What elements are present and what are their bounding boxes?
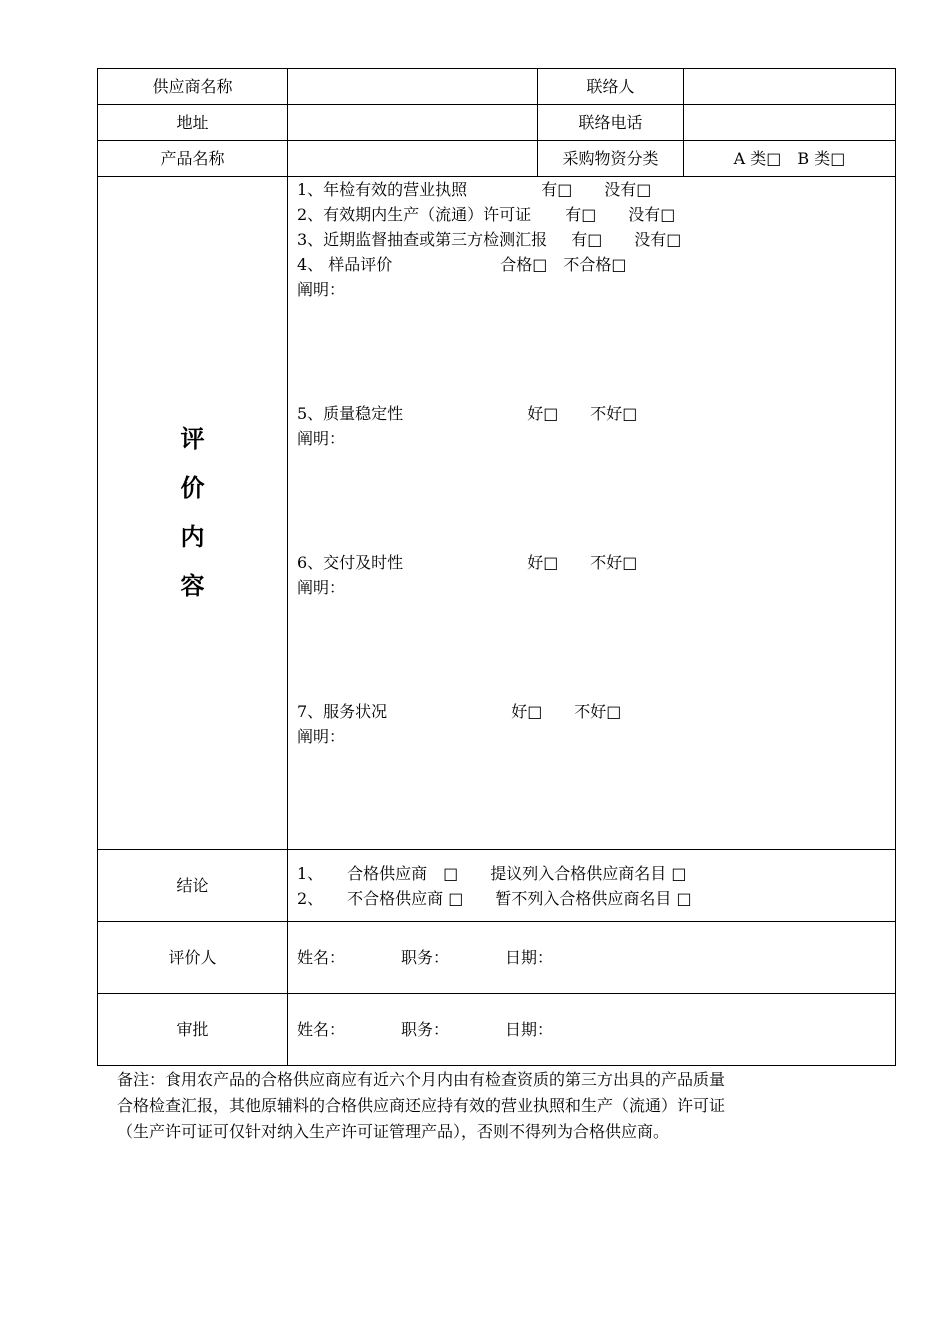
evaluation-item-3: 3、近期监督抽查或第三方检测汇报 有□ 没有□: [297, 230, 682, 249]
evaluation-label-char: 评: [180, 425, 205, 453]
product-name-label: 产品名称: [98, 141, 288, 177]
footnote: [117, 1067, 877, 1145]
explain-label-1: 阐明：: [297, 280, 346, 299]
row-supplier: [98, 69, 896, 105]
item-3-options[interactable]: 有□ 没有□: [571, 230, 682, 249]
address-field[interactable]: [288, 105, 538, 141]
evaluation-item-1: 1、年检有效的营业执照 有□ 没有□: [297, 180, 652, 199]
evaluator-fields[interactable]: 姓名： 职务： 日期：: [288, 922, 896, 994]
row-approval: [98, 994, 896, 1066]
evaluation-block-6: [297, 550, 637, 600]
address-label: 地址: [98, 105, 288, 141]
item-2-options[interactable]: 有□ 没有□: [565, 205, 676, 224]
explain-label-5: 阐明：: [297, 429, 346, 448]
item-7-options[interactable]: 好□ 不好□: [511, 702, 622, 721]
evaluation-block-5: [297, 401, 637, 451]
footnote-line-3: （生产许可证可仅针对纳入生产许可证管理产品），否则不得列为合格供应商。: [117, 1122, 670, 1141]
evaluation-label-char: 容: [180, 572, 205, 600]
row-conclusion: [98, 850, 896, 922]
supplier-evaluation-form: [97, 68, 896, 1066]
contact-label: 联络人: [538, 69, 684, 105]
evaluation-item-6: 6、交付及时性 好□ 不好□: [297, 553, 638, 572]
explain-label-6: 阐明：: [297, 578, 346, 597]
evaluation-item-2: 2、有效期内生产（流通）许可证 有□ 没有□: [297, 205, 676, 224]
evaluation-block-7: [297, 699, 621, 749]
conclusion-option-2[interactable]: 2、 不合格供应商 □ 暂不列入合格供应商名目 □: [297, 888, 692, 908]
approval-label: 审批: [98, 994, 288, 1066]
conclusion-label: 结论: [98, 850, 288, 922]
explain-label-7: 阐明：: [297, 727, 346, 746]
evaluation-content: [288, 177, 896, 850]
evaluation-label: [98, 177, 288, 850]
evaluation-label-char: 价: [180, 474, 205, 502]
item-4-options[interactable]: 合格□ 不合格□: [500, 255, 627, 274]
category-label: 采购物资分类: [538, 141, 684, 177]
conclusion-content: [288, 850, 896, 922]
supplier-name-label: 供应商名称: [98, 69, 288, 105]
contact-field[interactable]: [684, 69, 896, 105]
evaluator-label: 评价人: [98, 922, 288, 994]
row-product: [98, 141, 896, 177]
evaluation-label-char: 内: [180, 523, 205, 551]
evaluation-item-5: 5、质量稳定性 好□ 不好□: [297, 404, 638, 423]
conclusion-option-1[interactable]: 1、 合格供应商 □ 提议列入合格供应商名目 □: [297, 863, 687, 883]
phone-label: 联络电话: [538, 105, 684, 141]
evaluation-item-4: 4、 样品评价 合格□ 不合格□: [297, 255, 627, 274]
evaluation-item-7: 7、服务状况 好□ 不好□: [297, 702, 622, 721]
evaluation-block-1-4: [297, 177, 681, 302]
item-6-options[interactable]: 好□ 不好□: [527, 553, 638, 572]
category-options[interactable]: A 类□ B 类□: [684, 141, 896, 177]
footnote-line-2: 合格检查汇报，其他原辅料的合格供应商还应持有效的营业执照和生产（流通）许可证: [117, 1096, 726, 1115]
row-evaluation: [98, 177, 896, 850]
product-name-field[interactable]: [288, 141, 538, 177]
supplier-name-field[interactable]: [288, 69, 538, 105]
phone-field[interactable]: [684, 105, 896, 141]
approval-fields[interactable]: 姓名： 职务： 日期：: [288, 994, 896, 1066]
footnote-line-1: 备注：食用农产品的合格供应商应有近六个月内由有检查资质的第三方出具的产品质量: [117, 1070, 726, 1089]
item-5-options[interactable]: 好□ 不好□: [527, 404, 638, 423]
row-address: [98, 105, 896, 141]
row-evaluator: [98, 922, 896, 994]
item-1-options[interactable]: 有□ 没有□: [541, 180, 652, 199]
